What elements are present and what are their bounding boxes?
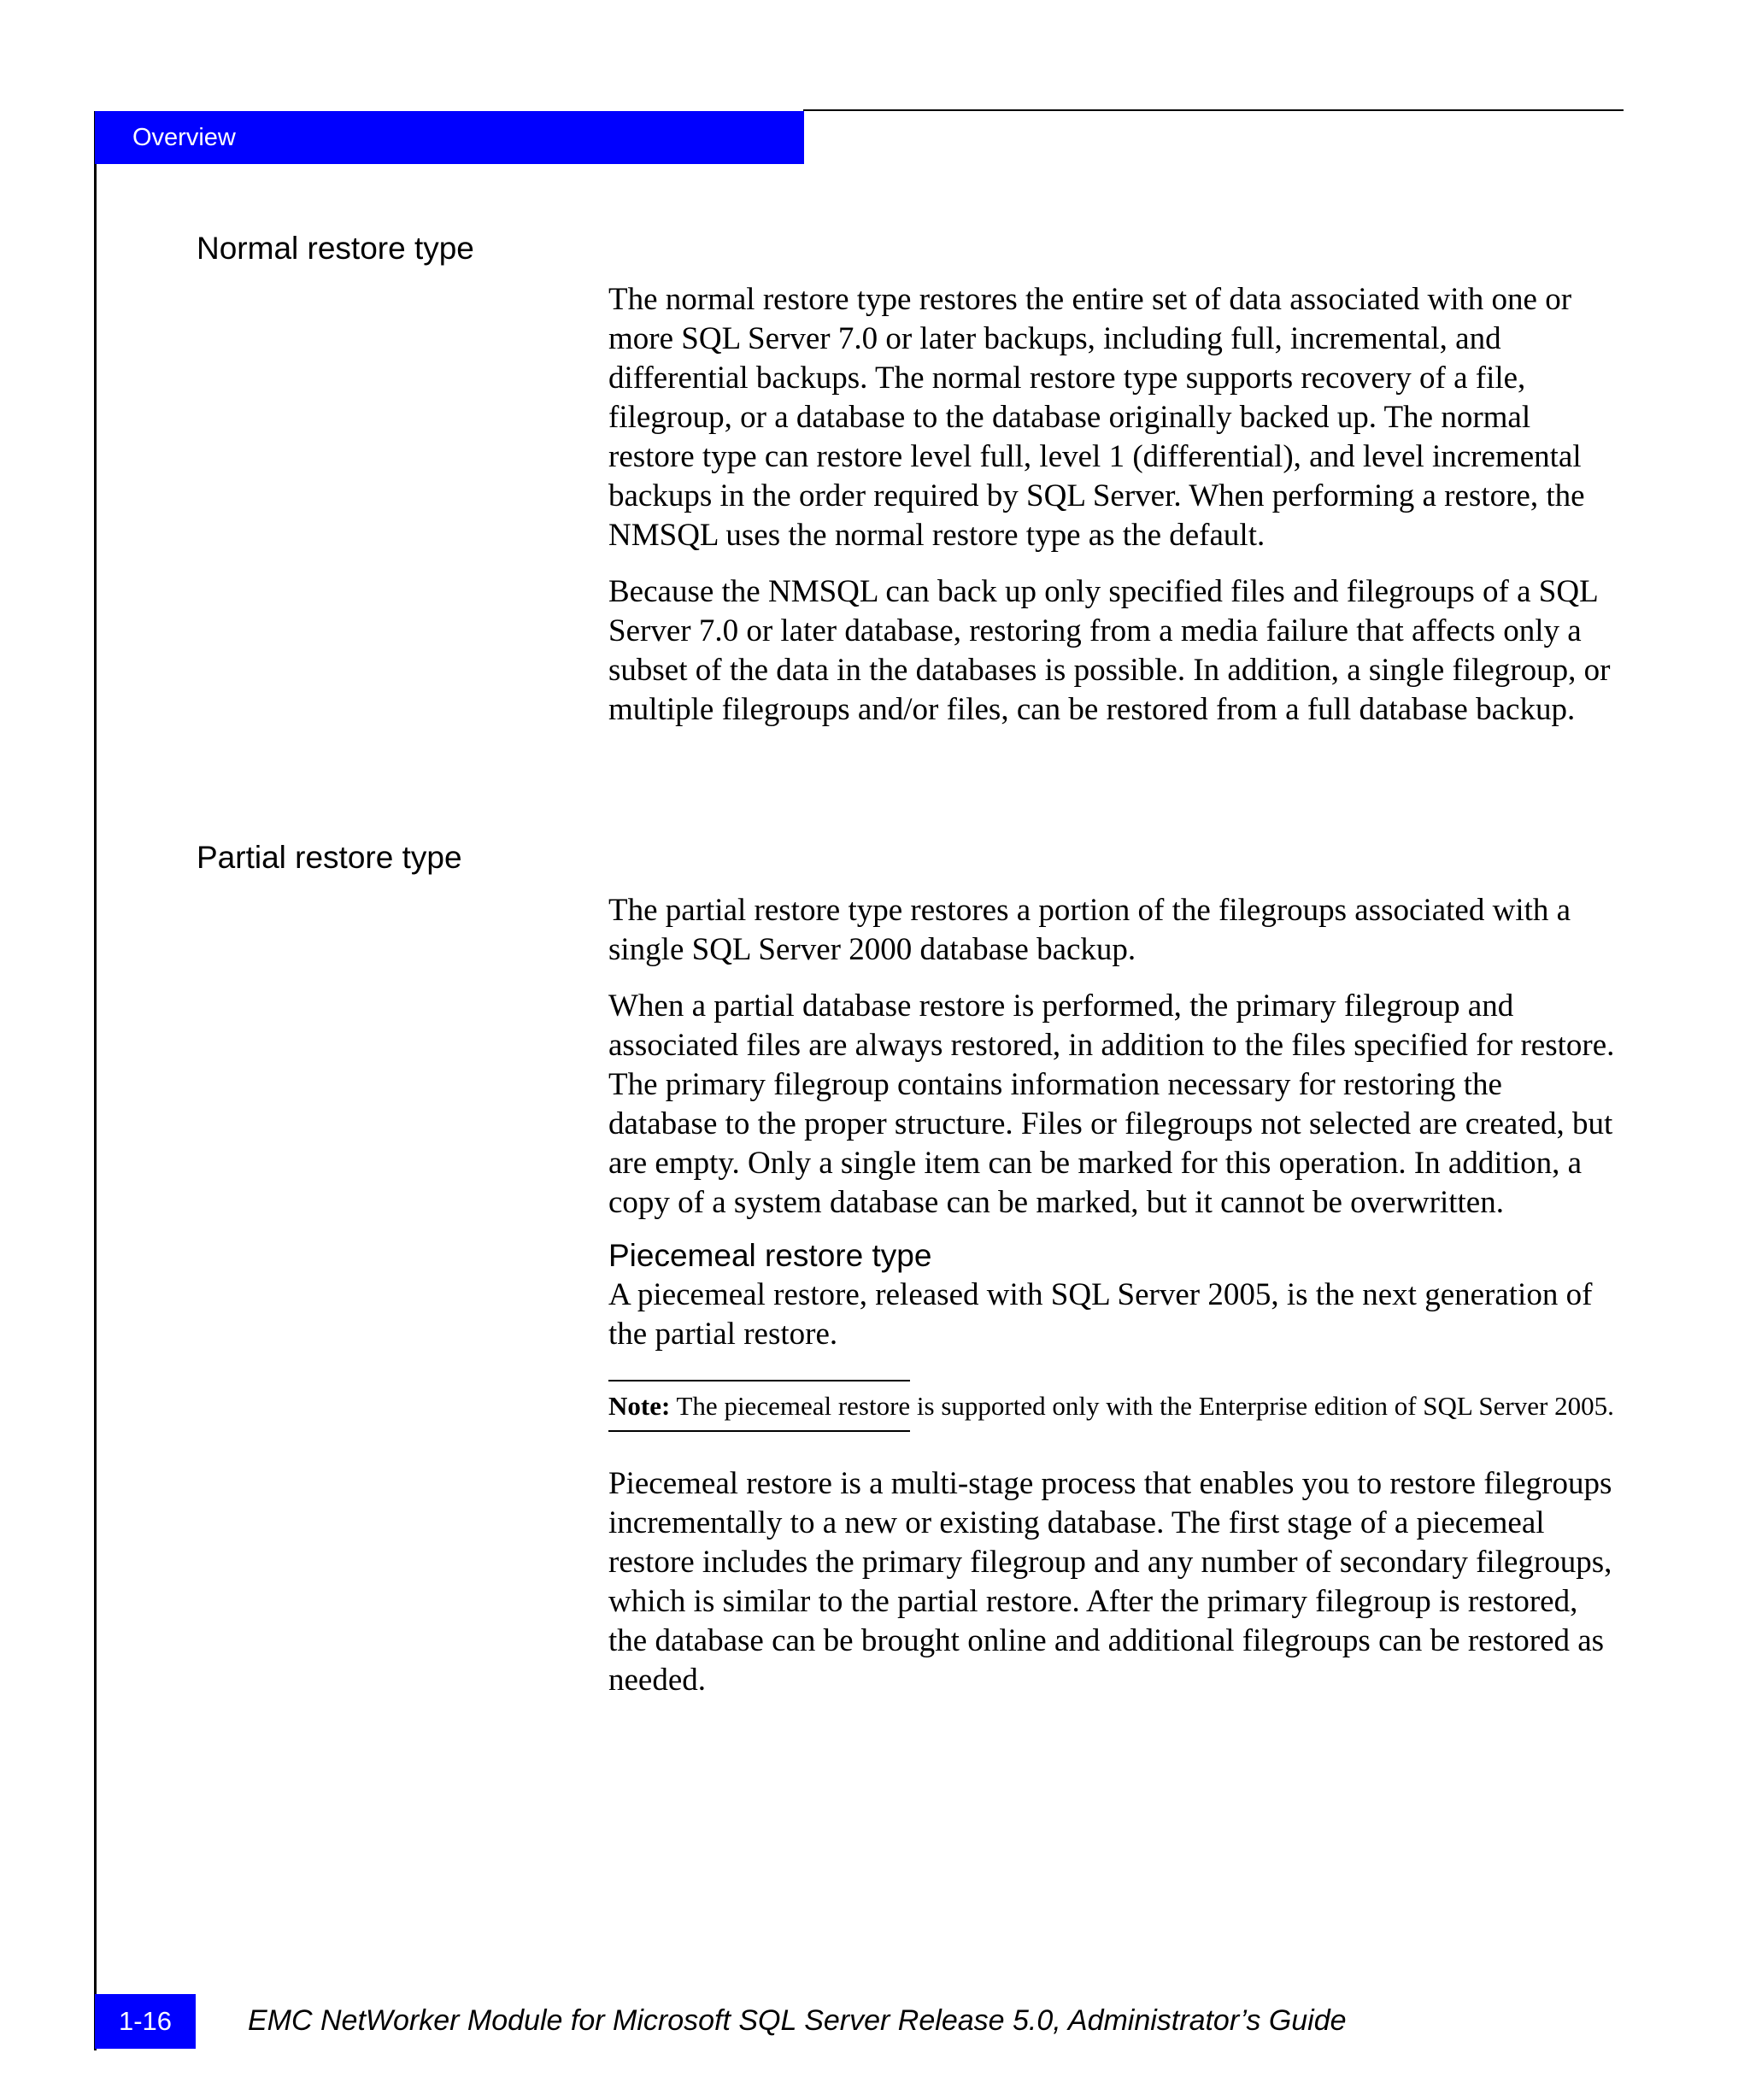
note-bottom-rule xyxy=(608,1430,910,1432)
normal-restore-paragraph-1: The normal restore type restores the entire set of data associated with one or more SQL Server 7.0 or later backups, including full, incremental, and differential backups. The normal restore type supports recovery of a file, filegroup, or a database to the database originally backed up. The normal restore type can restore level full, level 1 (differential), and level incremental backups in the order required by SQL Server. When performing a restore, the NMSQL uses the normal restore type as the default. xyxy=(608,282,1585,553)
footer-document-title: EMC NetWorker Module for Microsoft SQL Server Release 5.0, Administrator’s Guide xyxy=(248,2004,1347,2037)
note-label: Note: xyxy=(608,1391,671,1421)
page-number-badge xyxy=(95,1994,196,2049)
normal-restore-paragraph-2: Because the NMSQL can back up only specified files and filegroups of a SQL Server 7.0 or later database, restoring from a media failure that affects only a subset of the data in the databases is possible. In addition, a single filegroup, or multiple filegroups and/or files, can be restored from a full database backup. xyxy=(608,574,1611,727)
section-label: Overview xyxy=(132,124,236,151)
normal-restore-heading: Normal restore type xyxy=(197,231,474,266)
piecemeal-restore-heading: Piecemeal restore type xyxy=(608,1238,932,1273)
left-margin-rule xyxy=(94,111,97,2050)
section-header-band xyxy=(95,111,804,164)
normal-restore-body xyxy=(608,280,1617,730)
piecemeal-note xyxy=(608,1388,1617,1423)
partial-restore-body xyxy=(608,891,1617,1700)
partial-restore-paragraph-1: The partial restore type restores a portion of the filegroups associated with a single SQL Server 2000 database backup. xyxy=(608,893,1571,967)
piecemeal-restore-paragraph: Piecemeal restore is a multi-stage process that enables you to restore filegroups incrementally to a new or existing database. The first stage of a piecemeal restore includes the primary filegroup and any number of secondary filegroups, which is similar to the partial restore. After the primary filegroup is restored, the database can be brought online and additional filegroups can be restored as needed. xyxy=(608,1466,1612,1698)
piecemeal-restore-intro: A piecemeal restore, released with SQL Server 2005, is the next generation of the partial restore. xyxy=(608,1277,1593,1352)
note-top-rule xyxy=(608,1380,910,1381)
partial-restore-heading: Partial restore type xyxy=(197,840,462,875)
note-text: The piecemeal restore is supported only with the Enterprise edition of SQL Server 2005. xyxy=(676,1391,1614,1421)
partial-restore-paragraph-2: When a partial database restore is performed, the primary filegroup and associated files are always restored, in addition to the files specified for restore. The primary filegroup contains information necessary for restoring the database to the proper structure. Files or filegroups not selected are created, but are empty. Only a single item can be marked for this operation. In addition, a copy of a system database can be marked, but it cannot be overwritten. xyxy=(608,988,1615,1220)
top-rule xyxy=(803,109,1624,111)
page-number: 1-16 xyxy=(118,2006,173,2036)
